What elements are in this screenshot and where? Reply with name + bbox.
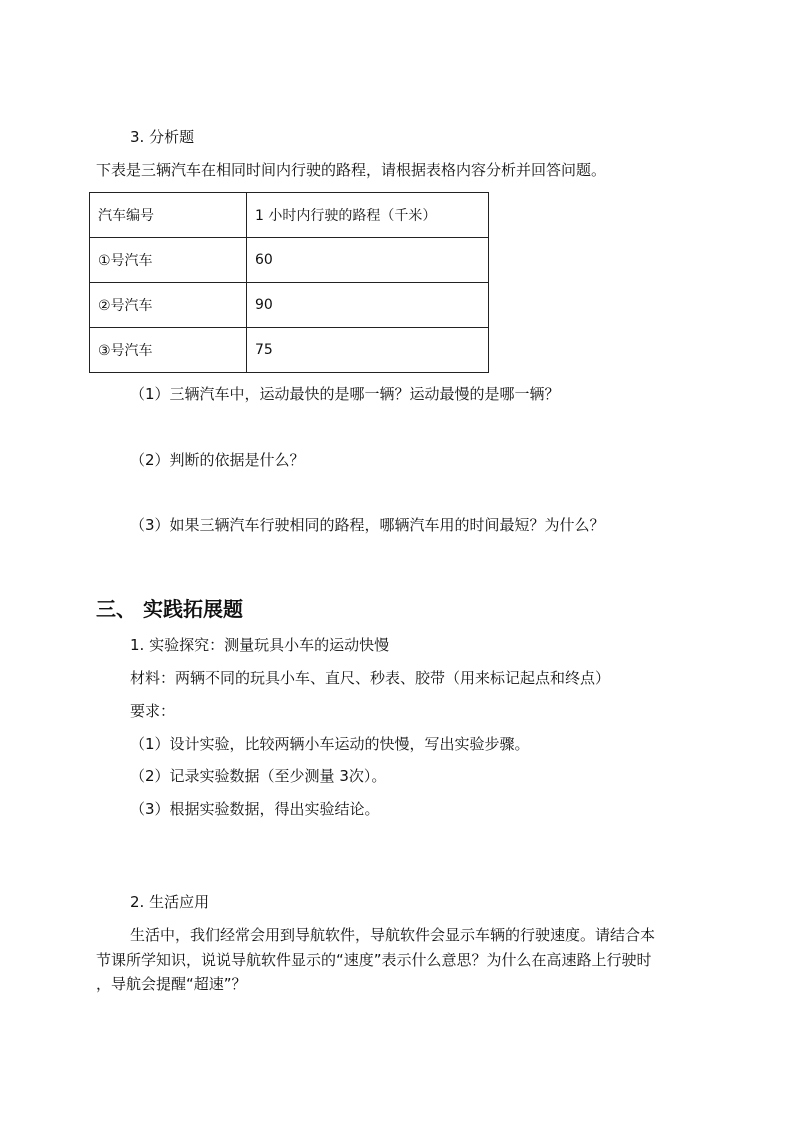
table-cell: 60 (247, 238, 489, 283)
item2-line-3: ，导航会提醒“超速”？ (96, 975, 247, 993)
distance-table (89, 192, 489, 373)
question-3: （3）如果三辆汽车行驶相同的路程，哪辆汽车用的时间最短？为什么？ (130, 516, 605, 534)
requirement-2: （2）记录实验数据（至少测量 3次）。 (130, 767, 387, 785)
table-row (90, 238, 489, 283)
table-header-cell: 汽车编号 (90, 193, 247, 238)
requirement-1: （1）设计实验，比较两辆小车运动的快慢，写出实验步骤。 (130, 735, 530, 753)
requirement-3: （3）根据实验数据，得出实验结论。 (130, 800, 380, 818)
table-cell: ③号汽车 (90, 328, 247, 373)
item2-line-1: 生活中，我们经常会用到导航软件，导航软件会显示车辆的行驶速度。请结合本 (130, 926, 656, 944)
table-header-row (90, 193, 489, 238)
table-row (90, 283, 489, 328)
item1-title: 1. 实验探究：测量玩具小车的运动快慢 (130, 636, 390, 654)
question-1: （1）三辆汽车中，运动最快的是哪一辆？运动最慢的是哪一辆？ (130, 385, 560, 403)
table-cell: 75 (247, 328, 489, 373)
item1-materials: 材料：两辆不同的玩具小车、直尺、秒表、胶带（用来标记起点和终点） (130, 669, 611, 687)
q3-intro: 下表是三辆汽车在相同时间内行驶的路程，请根据表格内容分析并回答问题。 (96, 161, 607, 179)
question-2: （2）判断的依据是什么？ (130, 451, 305, 469)
item1-requirements-label: 要求： (130, 702, 176, 720)
table-row (90, 328, 489, 373)
table-cell: 90 (247, 283, 489, 328)
item2-line-2: 节课所学知识，说说导航软件显示的“速度”表示什么意思？为什么在高速路上行驶时 (96, 951, 652, 969)
table-header-cell: 1 小时内行驶的路程（千米） (247, 193, 489, 238)
table-cell: ①号汽车 (90, 238, 247, 283)
table-cell: ②号汽车 (90, 283, 247, 328)
section-heading: 三、 实践拓展题 (96, 597, 243, 621)
item2-title: 2. 生活应用 (130, 893, 210, 911)
q3-title: 3. 分析题 (130, 128, 195, 146)
